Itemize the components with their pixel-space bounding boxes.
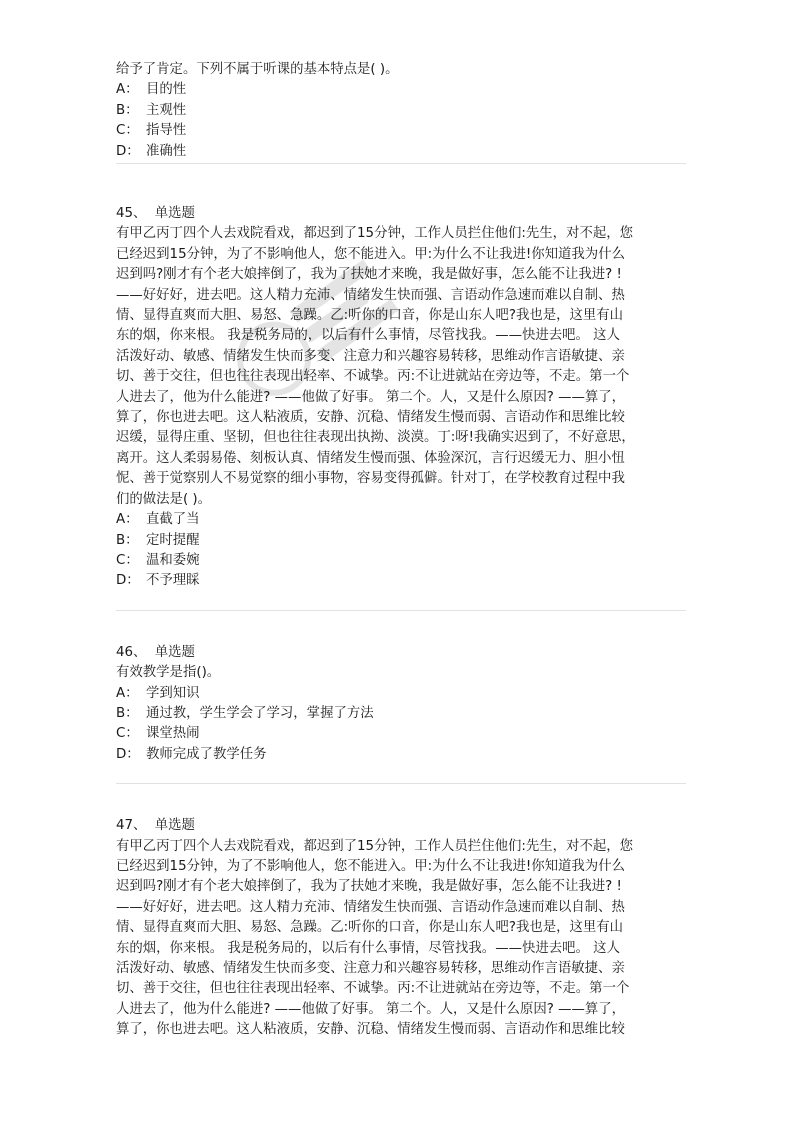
option-b[interactable]: B： 通过教，学生学会了学习，掌握了方法 xyxy=(116,705,374,721)
stem-line: 切、善于交往，但也往往表现出轻率、不诚挚。丙:不让进就站在旁边等，不走。第一个 xyxy=(116,981,630,997)
question-type: 单选题 xyxy=(154,818,195,834)
question-stem: 有效教学是指()。 xyxy=(116,665,221,681)
option-c[interactable]: C： 指导性 xyxy=(116,123,187,139)
option-d[interactable]: D： 教师完成了教学任务 xyxy=(116,746,267,762)
option-b[interactable]: B： 定时提醒 xyxy=(116,532,200,548)
option-c[interactable]: C： 课堂热闹 xyxy=(116,726,200,742)
stem-line: 算了，你也进去吧。这人粘液质，安静、沉稳、情绪发生慢而弱、言语动作和思维比较 xyxy=(116,410,625,426)
question-number: 46、 xyxy=(116,644,147,660)
stem-line: 们的做法是( )。 xyxy=(116,491,212,507)
option-b[interactable]: B： 主观性 xyxy=(116,102,187,118)
question-number: 47、 xyxy=(116,818,147,834)
divider xyxy=(116,610,686,611)
question-stem xyxy=(116,224,686,510)
question-stem xyxy=(116,837,686,1041)
stem-line: 活泼好动、敏感、情绪发生快而多变、注意力和兴趣容易转移，思维动作言语敏捷、亲 xyxy=(116,961,625,976)
stem-line: 东的烟，你来根。 我是税务局的，以后有什么事情，尽管找我。——快进去吧。 这人 xyxy=(116,940,620,956)
stem-line: 已经迟到15分钟，为了不影响他人，您不能进入。甲:为什么不让我进!你知道我为什么 xyxy=(116,858,625,874)
option-c[interactable]: C： 温和委婉 xyxy=(116,552,200,568)
document-page xyxy=(116,60,686,1041)
stem-line: 人进去了，他为什么能进? ——他做了好事。 第二个。人，又是什么原因? ——算了， xyxy=(116,389,626,405)
question-header xyxy=(116,204,686,224)
stem-line: 离开。这人柔弱易倦、刻板认真、情绪发生慢而强、体验深沉，言行迟缓无力、胆小忸 xyxy=(116,450,625,466)
stem-line: 怩、善于觉察别人不易觉察的细小事物，容易变得孤僻。针对丁，在学校教育过程中我 xyxy=(116,471,625,487)
question-header xyxy=(116,643,686,663)
stem-line: 情、显得直爽而大胆、易怒、急躁。乙:听你的口音，你是山东人吧?我也是，这里有山 xyxy=(116,308,624,324)
option-d[interactable]: D： 准确性 xyxy=(116,143,187,159)
stem-line: 情、显得直爽而大胆、易怒、急躁。乙:听你的口音，你是山东人吧?我也是，这里有山 xyxy=(116,920,624,936)
stem-line: 有甲乙丙丁四个人去戏院看戏，都迟到了15分钟，工作人员拦住他们:先生，对不起，您 xyxy=(116,838,634,854)
stem-line: 有甲乙丙丁四个人去戏院看戏，都迟到了15分钟，工作人员拦住他们:先生，对不起，您 xyxy=(116,226,634,242)
question-type: 单选题 xyxy=(154,206,195,221)
stem-line: ——好好好，进去吧。这人精力充沛、情绪发生快而强、言语动作急速而难以自制、热 xyxy=(116,899,625,915)
stem-line: 已经迟到15分钟，为了不影响他人，您不能进入。甲:为什么不让我进!你知道我为什么 xyxy=(116,246,625,262)
question-46 xyxy=(116,643,686,765)
stem-line: 东的烟，你来根。 我是税务局的，以后有什么事情，尽管找我。——快进去吧。 这人 xyxy=(116,328,620,344)
stem-line: 迟到吗?刚才有个老大娘摔倒了，我为了扶她才来晚，我是做好事，怎么能不让我进? ! xyxy=(116,267,622,283)
stem-line: ——好好好，进去吧。这人精力充沛、情绪发生快而强、言语动作急速而难以自制、热 xyxy=(116,287,625,303)
stem-line: 迟缓，显得庄重、坚韧，但也往往表现出执拗、淡漠。丁:呀!我确实迟到了，不好意思， xyxy=(116,430,635,446)
divider xyxy=(116,163,686,164)
question-stem: 给予了肯定。下列不属于听课的基本特点是( )。 xyxy=(116,62,399,77)
option-d[interactable]: D： 不予理睬 xyxy=(116,573,200,589)
question-47 xyxy=(116,816,686,1040)
divider xyxy=(116,783,686,784)
question-header xyxy=(116,816,686,836)
question-number: 45、 xyxy=(116,206,147,221)
question-44-tail xyxy=(116,60,686,163)
option-a[interactable]: A： 直截了当 xyxy=(116,512,200,528)
stem-line: 活泼好动、敏感、情绪发生快而多变、注意力和兴趣容易转移，思维动作言语敏捷、亲 xyxy=(116,348,625,364)
stem-line: 切、善于交往，但也往往表现出轻率、不诚挚。丙:不让进就站在旁边等，不走。第一个 xyxy=(116,369,630,385)
option-a[interactable]: A： 目的性 xyxy=(116,82,187,98)
question-type: 单选题 xyxy=(154,644,195,660)
stem-line: 人进去了，他为什么能进? ——他做了好事。 第二个。人，又是什么原因? ——算了， xyxy=(116,1001,626,1017)
stem-line: 迟到吗?刚才有个老大娘摔倒了，我为了扶她才来晚，我是做好事，怎么能不让我进? ! xyxy=(116,879,622,895)
stem-line: 算了，你也进去吧。这人粘液质，安静、沉稳、情绪发生慢而弱、言语动作和思维比较 xyxy=(116,1022,625,1038)
option-a[interactable]: A： 学到知识 xyxy=(116,685,200,701)
question-45 xyxy=(116,204,686,592)
